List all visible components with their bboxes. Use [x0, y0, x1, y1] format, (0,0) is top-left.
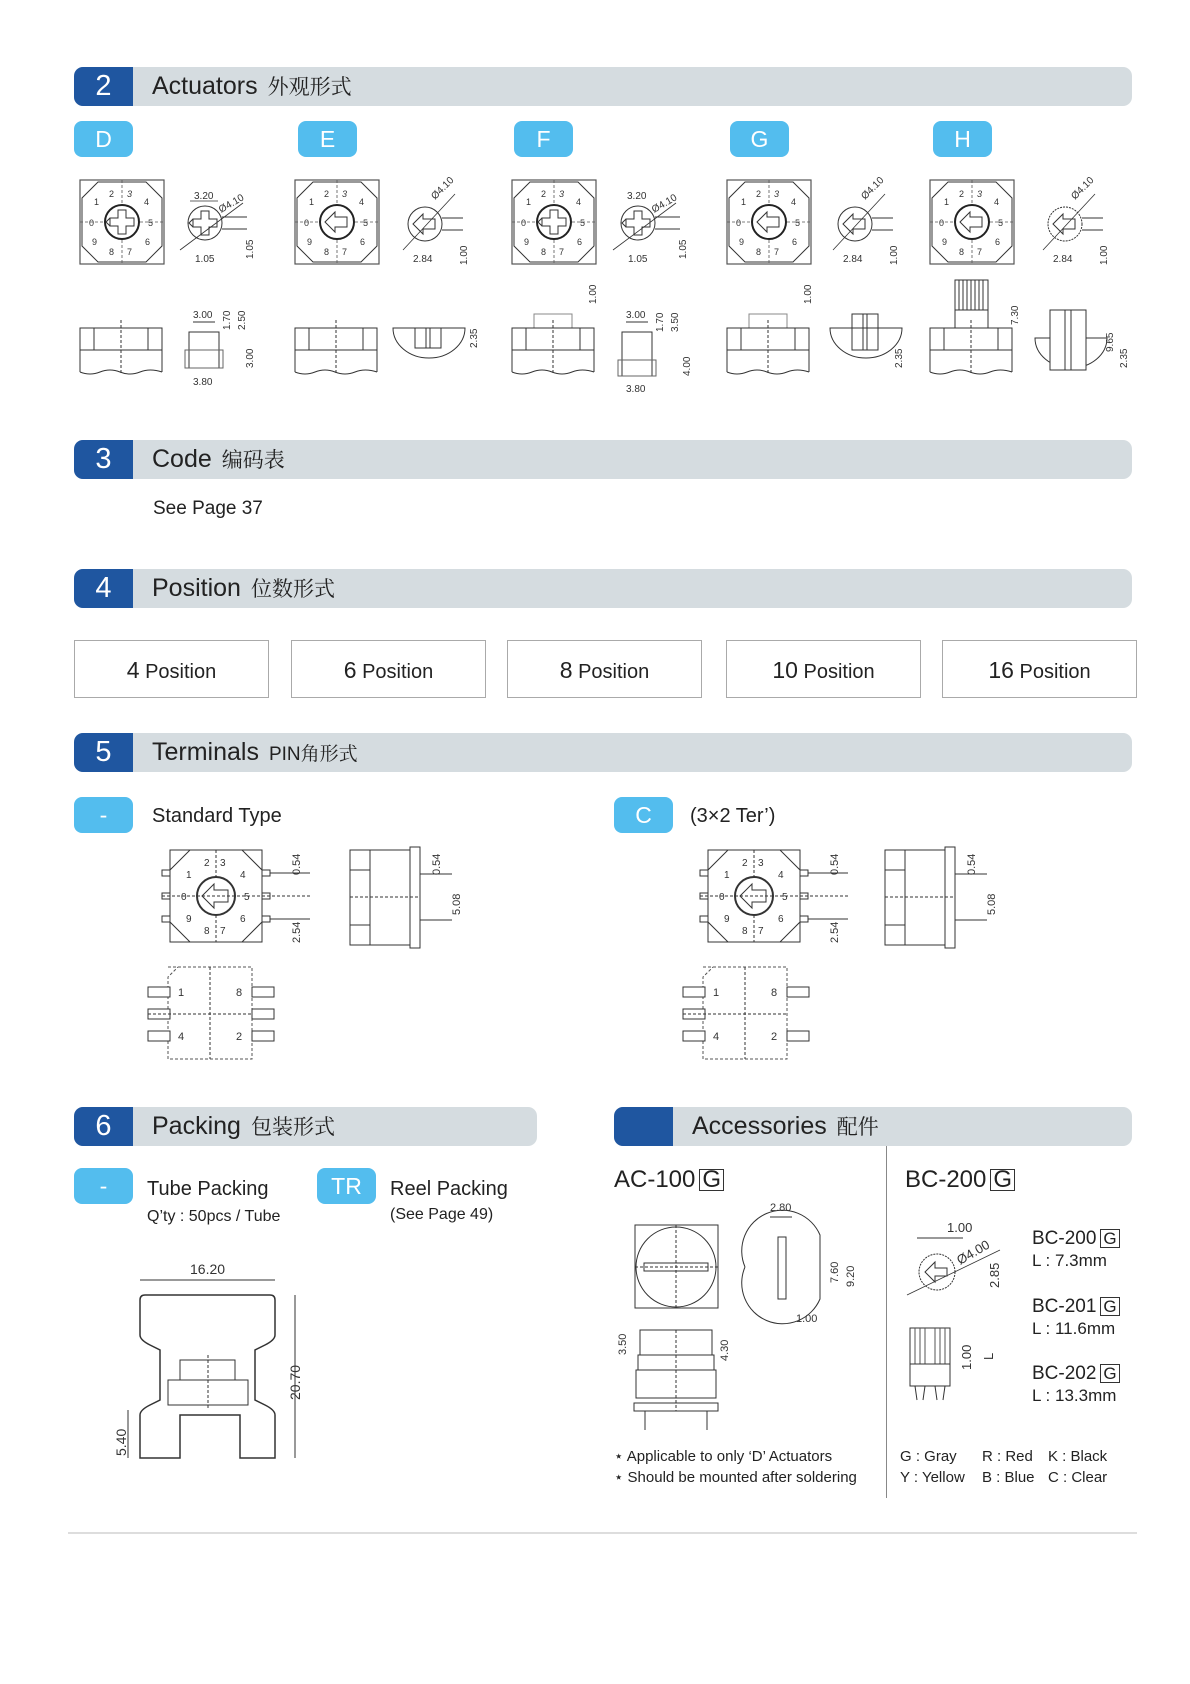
section-title: Terminals PIN角形式 — [152, 738, 358, 766]
svg-text:3.20: 3.20 — [627, 191, 647, 202]
svg-text:3.50: 3.50 — [670, 312, 681, 332]
section-header-code — [74, 440, 1132, 479]
actuator-badge-d: D — [74, 121, 133, 157]
section-title: Position 位数形式 — [152, 574, 335, 602]
svg-text:Ø4.10: Ø4.10 — [1069, 175, 1097, 203]
svg-text:20.70: 20.70 — [287, 1364, 303, 1400]
ac-100-drawing — [617, 1195, 900, 1455]
svg-text:2.35: 2.35 — [1119, 348, 1130, 368]
svg-text:L: L — [981, 1352, 996, 1360]
packing-label-reel: Reel Packing — [390, 1178, 508, 1200]
actuator-badge-e: E — [298, 121, 357, 157]
bc-variant-201: BC-201 G L : 11.6mm — [1032, 1296, 1120, 1340]
svg-text:Ø4.10: Ø4.10 — [650, 192, 680, 216]
actuator-badge-g: G — [730, 121, 789, 157]
bc-variant-202: BC-202 G L : 13.3mm — [1032, 1363, 1120, 1407]
color-legend-clear: C : Clear — [1048, 1469, 1108, 1486]
svg-text:1.00: 1.00 — [796, 1313, 818, 1325]
actuator-badge-h: H — [933, 121, 992, 157]
tube-drawing — [110, 1260, 350, 1480]
packing-sub-reel: (See Page 49) — [390, 1206, 494, 1223]
svg-text:1.00: 1.00 — [588, 284, 599, 304]
svg-text:1.70: 1.70 — [655, 312, 666, 332]
svg-text:16.20: 16.20 — [190, 1261, 226, 1277]
section-header-position — [74, 569, 1132, 608]
svg-text:1.05: 1.05 — [245, 239, 256, 259]
svg-text:4.30: 4.30 — [719, 1339, 731, 1361]
svg-text:5.08: 5.08 — [451, 893, 463, 915]
section-header-actuators — [74, 67, 1132, 106]
section-header-terminals — [74, 733, 1132, 772]
ac-note-2: ⋆ Should be mounted after soldering — [614, 1469, 857, 1486]
svg-text:1.05: 1.05 — [628, 254, 648, 265]
section-header-packing — [74, 1107, 537, 1146]
packing-badge-reel: TR — [317, 1168, 376, 1204]
svg-text:3.50: 3.50 — [617, 1333, 629, 1355]
section-title: Actuators 外观形式 — [152, 72, 352, 100]
position-option-16: 16 Position — [942, 640, 1137, 698]
svg-text:2.54: 2.54 — [291, 921, 303, 943]
section-number: 3 — [74, 440, 133, 479]
svg-text:1.00: 1.00 — [889, 245, 900, 265]
terminal-badge-c: C — [614, 797, 673, 833]
svg-text:0.54: 0.54 — [966, 853, 978, 875]
svg-text:2.84: 2.84 — [843, 254, 863, 265]
color-legend-gray: G : Gray — [900, 1448, 957, 1465]
color-legend-red: R : Red — [982, 1448, 1033, 1465]
svg-text:1.05: 1.05 — [195, 254, 215, 265]
svg-text:Ø4.10: Ø4.10 — [859, 175, 887, 203]
svg-text:2.80: 2.80 — [770, 1202, 792, 1214]
section-number: 2 — [74, 67, 133, 106]
svg-text:7.60: 7.60 — [829, 1261, 841, 1283]
section-title: Accessories 配件 — [692, 1112, 879, 1140]
svg-text:4.00: 4.00 — [682, 356, 693, 376]
section-number: 5 — [74, 733, 133, 772]
section-number-blank — [614, 1107, 673, 1146]
code-see-page-link[interactable]: See Page 37 — [153, 498, 263, 519]
svg-text:2.85: 2.85 — [987, 1262, 1002, 1288]
bc-200-title: BC-200 G — [905, 1166, 1015, 1194]
terminal-label-c: (3×2 Ter’) — [690, 805, 776, 827]
svg-text:1.00: 1.00 — [959, 1344, 974, 1370]
svg-text:1.70: 1.70 — [222, 310, 233, 330]
svg-text:2.50: 2.50 — [237, 310, 248, 330]
terminal-drawings: 2 3 1 4 0 5 9 6 8 7 14 82 0.54 2.54 0.54 5.08 0.54 2.54 0.54 5.08 — [0, 835, 1190, 1065]
svg-text:2.54: 2.54 — [829, 921, 841, 943]
svg-text:0.54: 0.54 — [829, 853, 841, 875]
ac-100-title: AC-100 G — [614, 1166, 724, 1194]
bc-200-drawing — [895, 1220, 1025, 1420]
color-legend-blue: B : Blue — [982, 1469, 1035, 1486]
packing-sub-tube: Q’ty : 50pcs / Tube — [147, 1208, 281, 1225]
actuator-badge-f: F — [514, 121, 573, 157]
position-option-10: 10 Position — [726, 640, 921, 698]
svg-text:5.40: 5.40 — [113, 1428, 129, 1456]
svg-text:Ø4.10: Ø4.10 — [429, 175, 457, 203]
svg-text:3.00: 3.00 — [193, 310, 213, 321]
svg-text:0.54: 0.54 — [291, 853, 303, 875]
section-number: 4 — [74, 569, 133, 608]
terminal-badge-standard: - — [74, 797, 133, 833]
terminal-label-standard: Standard Type — [152, 805, 282, 827]
svg-text:3.20: 3.20 — [194, 191, 214, 202]
svg-text:5.08: 5.08 — [986, 893, 998, 915]
svg-text:1.05: 1.05 — [678, 239, 689, 259]
actuator-drawings: 2 3 1 4 0 5 9 6 8 7 3.20 Ø4.10 1.05 1.05 3.00 1.70 2.50 3.00 3.80 Ø4.10 2.84 1.00 2.35 3.20 Ø4.10 1.05 1.05 1.00 3.00 1.70 3.50 4.00 3.80 Ø4.10 2.84 1.00 1.00 2.35 Ø4.10 2.84 1.00 7.30 9.65 2.35 — [9, 175, 1130, 395]
section-title: Packing 包装形式 — [152, 1112, 335, 1140]
svg-text:3.00: 3.00 — [626, 310, 646, 321]
packing-label-tube: Tube Packing — [147, 1178, 269, 1200]
svg-text:1.00: 1.00 — [947, 1220, 973, 1235]
svg-text:1.00: 1.00 — [459, 245, 470, 265]
position-option-4: 4 Position — [74, 640, 269, 698]
svg-text:Ø4.00: Ø4.00 — [954, 1236, 993, 1268]
svg-text:1.00: 1.00 — [1099, 245, 1110, 265]
footer-divider — [68, 1532, 1137, 1534]
section-title: Code 编码表 — [152, 445, 285, 473]
svg-text:2.84: 2.84 — [1053, 254, 1073, 265]
svg-text:2.84: 2.84 — [413, 254, 433, 265]
bc-variant-200: BC-200 G L : 7.3mm — [1032, 1228, 1120, 1272]
svg-text:9.65: 9.65 — [1105, 332, 1116, 352]
position-option-6: 6 Position — [291, 640, 486, 698]
section-header-accessories — [614, 1107, 1132, 1146]
svg-text:2.35: 2.35 — [894, 348, 905, 368]
position-option-8: 8 Position — [507, 640, 702, 698]
svg-text:3.00: 3.00 — [245, 348, 256, 368]
svg-text:3.80: 3.80 — [193, 377, 213, 388]
svg-text:2.35: 2.35 — [469, 328, 480, 348]
svg-text:7.30: 7.30 — [1010, 305, 1021, 325]
svg-text:Ø4.10: Ø4.10 — [217, 192, 247, 216]
svg-text:3.80: 3.80 — [626, 384, 646, 395]
section-number: 6 — [74, 1107, 133, 1146]
svg-text:1.00: 1.00 — [803, 284, 814, 304]
color-legend-black: K : Black — [1048, 1448, 1108, 1465]
packing-badge-tube: - — [74, 1168, 133, 1204]
ac-note-1: ⋆ Applicable to only ‘D’ Actuators — [614, 1448, 833, 1465]
color-legend-yellow: Y : Yellow — [900, 1469, 965, 1486]
svg-text:0.54: 0.54 — [431, 853, 443, 875]
svg-text:9.20: 9.20 — [845, 1265, 857, 1287]
